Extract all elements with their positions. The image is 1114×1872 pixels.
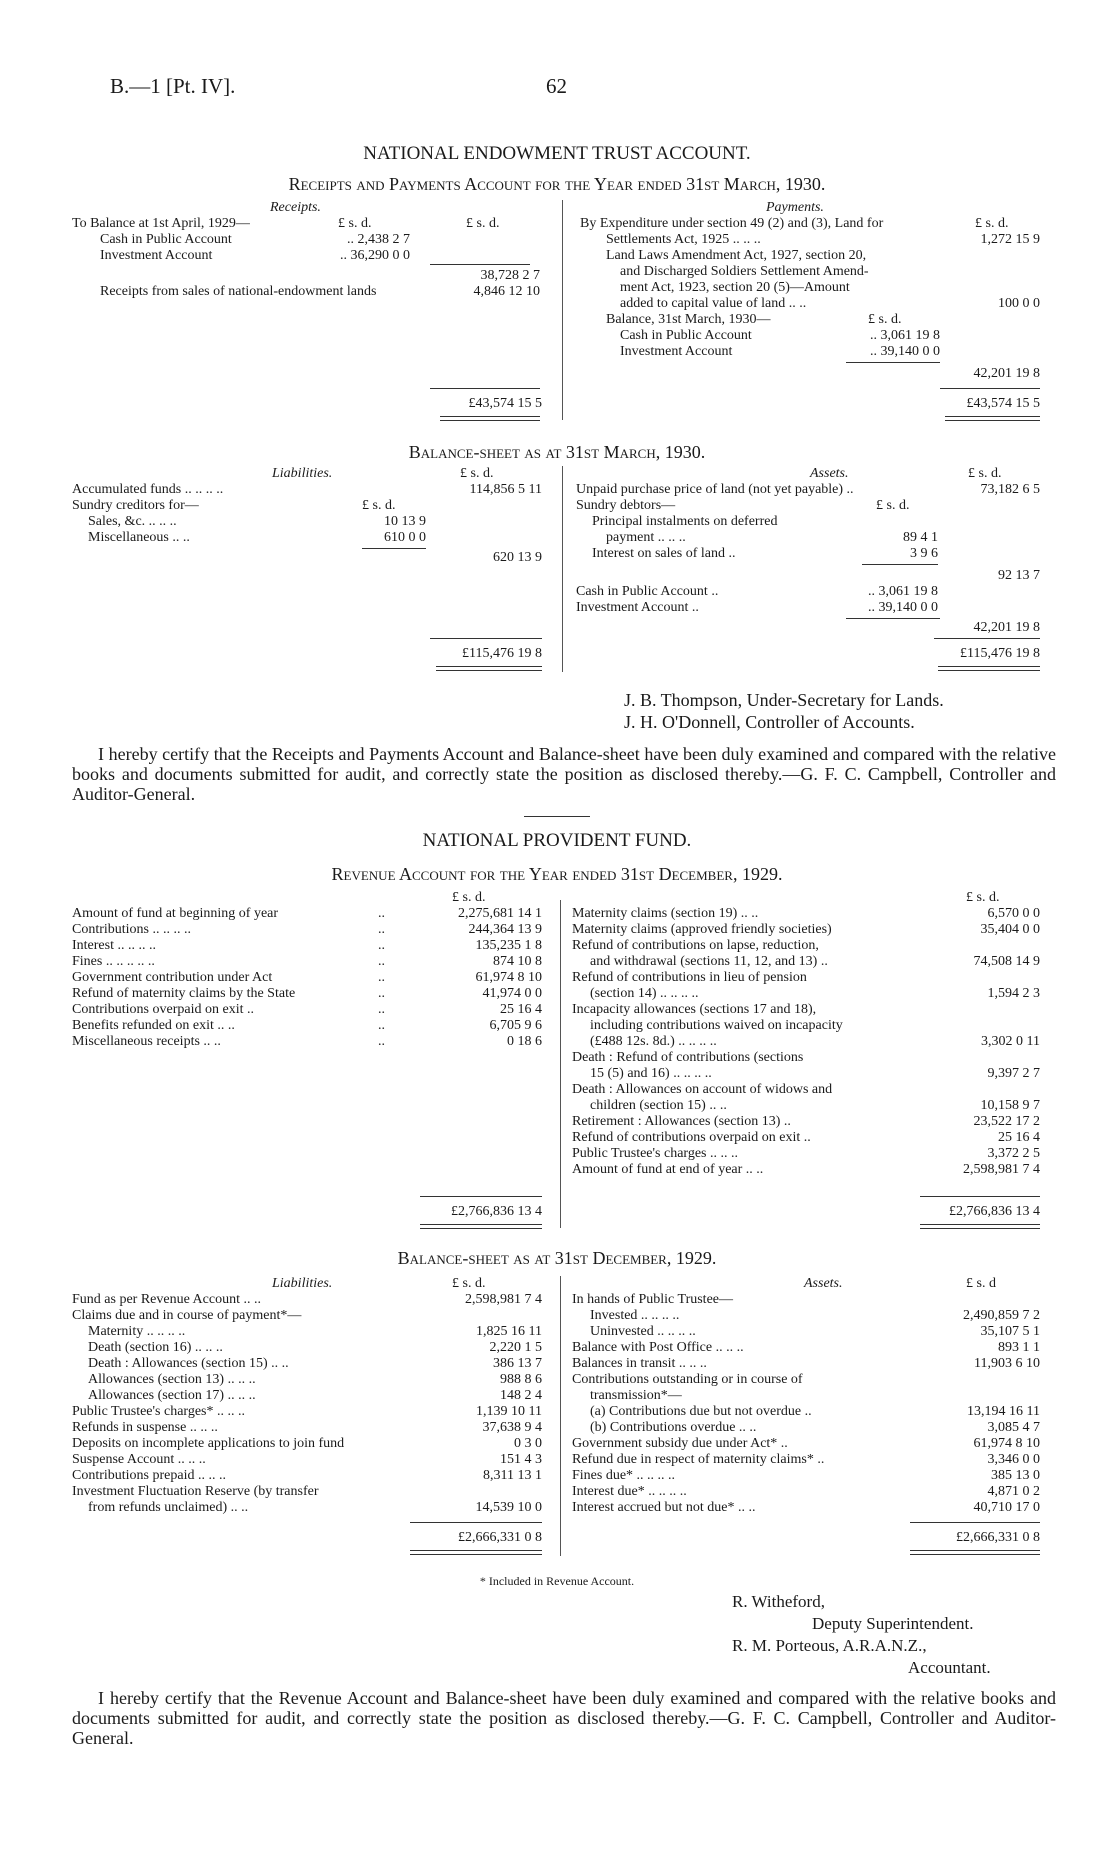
net-r2-amount: .. 2,438 2 7: [347, 232, 410, 247]
bs2-l1: Fund as per Revenue Account .. ..: [72, 1292, 261, 1307]
bs1-title: Balance-sheet as at 31st March, 1930.: [408, 442, 706, 462]
npf-income-leader: ..: [378, 1034, 385, 1049]
net-currency-right: £ s. d.: [975, 216, 1009, 231]
net-p6: added to capital value of land .. ..: [620, 296, 807, 311]
bs2-l8-amount: 1,139 10 11: [476, 1404, 542, 1419]
bs2-l4: Death (section 16) .. .. ..: [88, 1340, 223, 1355]
net-r5-amount: 4,846 12 10: [473, 284, 540, 299]
net-p6-amount: 100 0 0: [998, 296, 1040, 311]
bs1-liabilities-total: £115,476 19 8: [462, 646, 542, 661]
net-r3: Investment Account: [100, 248, 213, 263]
bs1-a8: Investment Account ..: [576, 600, 699, 615]
npf-right-total-rule: [920, 1196, 1040, 1197]
bs2-a-double-rule: [910, 1550, 1040, 1555]
bs2-l2: Claims due and in course of payment*—: [72, 1308, 302, 1323]
net-p7: Balance, 31st March, 1930—: [606, 312, 771, 327]
npf-income-amount: 135,235 1 8: [475, 938, 542, 953]
npf-income-leader: ..: [378, 970, 385, 985]
bs2-l8: Public Trustee's charges* .. .. ..: [72, 1404, 245, 1419]
npf-income-leader: ..: [378, 954, 385, 969]
npf-income-amount: 244,364 13 9: [468, 922, 542, 937]
npf-subtitle: Revenue Account for the Year ended 31st December, 1929.: [331, 864, 783, 884]
npf-income-leader: ..: [378, 1018, 385, 1033]
bs1-a-rule-2: [846, 618, 940, 619]
bs2-l4-amount: 2,220 1 5: [489, 1340, 542, 1355]
net-p8: Cash in Public Account: [620, 328, 752, 343]
net-p9: Investment Account: [620, 344, 733, 359]
bs2-liabilities-total: £2,666,331 0 8: [458, 1530, 542, 1545]
bs2-a11-amount: 3,346 0 0: [987, 1452, 1040, 1467]
bs1-l-total-rule: [430, 638, 542, 639]
page-reference: B.—1 [Pt. IV].: [110, 74, 236, 98]
npf-r16-amount: 3,372 2 5: [987, 1146, 1040, 1161]
npf-r17-amount: 2,598,981 7 4: [963, 1162, 1040, 1177]
bs2-title: Balance-sheet as at 31st December, 1929.: [397, 1248, 717, 1268]
bs1-assets-total: £115,476 19 8: [960, 646, 1040, 661]
net-r2: Cash in Public Account: [100, 232, 232, 247]
npf-r9: (£488 12s. 8d.) .. .. .. ..: [590, 1034, 717, 1049]
bs2-l14-amount: 14,539 10 0: [475, 1500, 542, 1515]
bs1-liabilities-heading: Liabilities.: [272, 466, 333, 481]
bs1-currency-right: £ s. d.: [968, 466, 1002, 481]
npf-income-amount: 874 10 8: [493, 954, 542, 969]
bs2-a10-amount: 61,974 8 10: [973, 1436, 1040, 1451]
npf-r4-amount: 74,508 14 9: [973, 954, 1040, 969]
bs2-a9: (b) Contributions overdue .. ..: [590, 1420, 757, 1435]
bs2-l11: Suspense Account .. .. ..: [72, 1452, 206, 1467]
bs2-l7-amount: 148 2 4: [500, 1388, 542, 1403]
bs2-a13: Interest due* .. .. .. ..: [572, 1484, 687, 1499]
bs1-a2-currency: £ s. d.: [876, 498, 910, 513]
bs1-l1-amount: 114,856 5 11: [469, 482, 542, 497]
bs2-a11: Refund due in respect of maternity claims* ..: [572, 1452, 825, 1467]
page-number: 62: [546, 74, 567, 98]
bs1-assets-heading: Assets.: [810, 466, 849, 481]
bs2-a8: (a) Contributions due but not overdue ..: [590, 1404, 812, 1419]
net-p8-amount: .. 3,061 19 8: [870, 328, 940, 343]
bs2-a13-amount: 4,871 0 2: [987, 1484, 1040, 1499]
net-p3: Land Laws Amendment Act, 1927, section 20,: [606, 248, 867, 263]
net-p-rule: [846, 362, 940, 363]
npf-r17: Amount of fund at end of year .. ..: [572, 1162, 764, 1177]
npf-r6-amount: 1,594 2 3: [987, 986, 1040, 1001]
npf-income-item: Amount of fund at beginning of year: [72, 906, 279, 921]
npf-r5: Refund of contributions in lieu of pension: [572, 970, 807, 985]
npf-r11-amount: 9,397 2 7: [987, 1066, 1040, 1081]
bs1-l3: Sales, &c. .. .. ..: [88, 514, 177, 529]
bs1-l2: Sundry creditors for—: [72, 498, 199, 513]
npf-r6: (section 14) .. .. .. ..: [590, 986, 699, 1001]
bs2-l1-amount: 2,598,981 7 4: [465, 1292, 542, 1307]
npf-r1: Maternity claims (section 19) .. ..: [572, 906, 759, 921]
bs2-assets-total: £2,666,331 0 8: [956, 1530, 1040, 1545]
npf-r7: Incapacity allowances (sections 17 and 18),: [572, 1002, 817, 1017]
signature-porteous: R. M. Porteous, A.R.A.N.Z.,: [732, 1636, 927, 1655]
bs2-l9-amount: 37,638 9 4: [482, 1420, 542, 1435]
bs1-a-rule: [862, 564, 938, 565]
npf-income-amount: 6,705 9 6: [489, 1018, 542, 1033]
npf-r4: and withdrawal (sections 11, 12, and 13) ..: [590, 954, 828, 969]
bs2-assets-heading: Assets.: [804, 1276, 843, 1291]
bs2-l-double-rule: [410, 1550, 542, 1555]
npf-right-double-rule: [920, 1224, 1040, 1229]
bs2-a14-amount: 40,710 17 0: [973, 1500, 1040, 1515]
bs2-l5-amount: 386 13 7: [493, 1356, 542, 1371]
bs1-a5: Interest on sales of land ..: [592, 546, 736, 561]
npf-income-leader: ..: [378, 922, 385, 937]
bs2-a4-amount: 893 1 1: [998, 1340, 1040, 1355]
bs1-l-rule: [362, 548, 426, 549]
bs1-l4-amount: 610 0 0: [384, 530, 426, 545]
bs1-a5-amount: 3 9 6: [910, 546, 938, 561]
bs1-divider: [562, 466, 563, 672]
net-r1: To Balance at 1st April, 1929—: [72, 216, 250, 231]
bs2-l6-amount: 988 8 6: [500, 1372, 542, 1387]
net-p7-currency: £ s. d.: [868, 312, 902, 327]
npf-income-item: Fines .. .. .. .. ..: [72, 954, 155, 969]
net-p4: and Discharged Soldiers Settlement Amend-: [620, 264, 869, 279]
npf-income-item: Government contribution under Act: [72, 970, 273, 985]
section-separator: [524, 816, 590, 817]
npf-currency-left: £ s. d.: [452, 890, 486, 905]
npf-income-amount: 25 16 4: [500, 1002, 542, 1017]
npf-income-leader: ..: [378, 938, 385, 953]
bs2-l7: Allowances (section 17) .. .. ..: [88, 1388, 256, 1403]
net-total-double-rule: [440, 416, 540, 421]
npf-left-double-rule: [420, 1224, 542, 1229]
bs1-a9-amount: 42,201 19 8: [973, 620, 1040, 635]
npf-income-total: £2,766,836 13 4: [451, 1204, 542, 1219]
bs2-a8-amount: 13,194 16 11: [967, 1404, 1040, 1419]
net-currency-left-1: £ s. d.: [338, 216, 372, 231]
bs1-a1: Unpaid purchase price of land (not yet payable) ..: [576, 482, 854, 497]
bs2-a6: Contributions outstanding or in course of: [572, 1372, 803, 1387]
bs1-a7-amount: .. 3,061 19 8: [868, 584, 938, 599]
bs2-l9: Refunds in suspense .. .. ..: [72, 1420, 218, 1435]
npf-income-item: Benefits refunded on exit .. ..: [72, 1018, 235, 1033]
bs2-a3-amount: 35,107 5 1: [980, 1324, 1040, 1339]
bs2-a14: Interest accrued but not due* .. ..: [572, 1500, 756, 1515]
net-title: NATIONAL ENDOWMENT TRUST ACCOUNT.: [363, 143, 751, 164]
bs1-a-double-rule: [938, 666, 1040, 671]
net-r4-amount: 38,728 2 7: [480, 268, 540, 283]
net-receipts-total: £43,574 15 5: [468, 396, 542, 411]
bs1-a4: payment .. .. ..: [606, 530, 686, 545]
npf-income-leader: ..: [378, 1002, 385, 1017]
receipts-heading: Receipts.: [270, 200, 321, 215]
bs1-l4: Miscellaneous .. ..: [88, 530, 190, 545]
bs2-l12: Contributions prepaid .. .. ..: [72, 1468, 226, 1483]
npf-r16: Public Trustee's charges .. .. ..: [572, 1146, 738, 1161]
npf-expenditure-total: £2,766,836 13 4: [949, 1204, 1040, 1219]
bs1-a4-amount: 89 4 1: [903, 530, 938, 545]
bs1-a2: Sundry debtors—: [576, 498, 676, 513]
npf-left-total-rule: [420, 1196, 542, 1197]
bs2-a12-amount: 385 13 0: [991, 1468, 1040, 1483]
net-p-total-rule: [940, 388, 1040, 389]
bs2-l12-amount: 8,311 13 1: [483, 1468, 542, 1483]
net-p-double-rule: [945, 416, 1040, 421]
bs2-currency-right: £ s. d: [966, 1276, 996, 1291]
bs2-l6: Allowances (section 13) .. .. ..: [88, 1372, 256, 1387]
npf-income-amount: 0 18 6: [507, 1034, 542, 1049]
npf-r1-amount: 6,570 0 0: [987, 906, 1040, 921]
npf-r2: Maternity claims (approved friendly societies): [572, 922, 832, 937]
net-p2: Settlements Act, 1925 .. .. ..: [606, 232, 761, 247]
bs1-l5-amount: 620 13 9: [493, 550, 542, 565]
net-p9-amount: .. 39,140 0 0: [870, 344, 940, 359]
net-payments-total: £43,574 15 5: [966, 396, 1040, 411]
bs2-a2: Invested .. .. .. ..: [590, 1308, 680, 1323]
bs1-a8-amount: .. 39,140 0 0: [868, 600, 938, 615]
signature-thompson: J. B. Thompson, Under-Secretary for Lands.: [624, 690, 944, 710]
net-r5: Receipts from sales of national-endowment lands: [100, 284, 377, 299]
bs2-a-total-rule: [910, 1522, 1040, 1523]
net-currency-left-2: £ s. d.: [466, 216, 500, 231]
npf-income-item: Refund of maternity claims by the State: [72, 986, 296, 1001]
npf-income-leader: ..: [378, 906, 385, 921]
bs1-a3: Principal instalments on deferred: [592, 514, 778, 529]
bs2-footnote: * Included in Revenue Account.: [479, 1574, 635, 1588]
npf-r15-amount: 25 16 4: [998, 1130, 1040, 1145]
npf-r14-amount: 23,522 17 2: [973, 1114, 1040, 1129]
bs2-liabilities-heading: Liabilities.: [272, 1276, 333, 1291]
bs2-l11-amount: 151 4 3: [500, 1452, 542, 1467]
bs2-a1: In hands of Public Trustee—: [572, 1292, 733, 1307]
net-divider: [562, 200, 563, 420]
bs1-l3-amount: 10 13 9: [384, 514, 426, 529]
net-subtitle: Receipts and Payments Account for the Year ended 31st March, 1930.: [288, 174, 826, 194]
certificate-1: I hereby certify that the Receipts and Payments Account and Balance-sheet have been duly examined and compared with the relative books and documents submitted for audit, and correctly state the position as disclosed thereby.—G. F. C. Campbell, Controller and Auditor-General.: [72, 744, 1056, 804]
bs2-a4: Balance with Post Office .. .. ..: [572, 1340, 744, 1355]
bs2-l3-amount: 1,825 16 11: [476, 1324, 542, 1339]
npf-r3: Refund of contributions on lapse, reduction,: [572, 938, 819, 953]
net-r3-amount: .. 36,290 0 0: [340, 248, 410, 263]
bs1-l-double-rule: [436, 666, 542, 671]
bs1-a6-amount: 92 13 7: [998, 568, 1040, 583]
bs2-l3: Maternity .. .. .. ..: [88, 1324, 186, 1339]
bs2-l10-amount: 0 3 0: [514, 1436, 542, 1451]
bs2-a9-amount: 3,085 4 7: [987, 1420, 1040, 1435]
npf-r14: Retirement : Allowances (section 13) ..: [572, 1114, 791, 1129]
bs2-l5: Death : Allowances (section 15) .. ..: [88, 1356, 289, 1371]
bs2-a5: Balances in transit .. .. ..: [572, 1356, 707, 1371]
npf-r15: Refund of contributions overpaid on exit ..: [572, 1130, 811, 1145]
npf-income-item: Contributions .. .. .. ..: [72, 922, 192, 937]
net-total-rule: [430, 388, 540, 389]
npf-income-amount: 61,974 8 10: [475, 970, 542, 985]
npf-income-amount: 2,275,681 14 1: [458, 906, 542, 921]
payments-heading: Payments.: [766, 200, 824, 215]
npf-r13-amount: 10,158 9 7: [980, 1098, 1040, 1113]
bs2-divider: [560, 1276, 561, 1556]
bs2-a7: transmission*—: [590, 1388, 682, 1403]
bs1-a7: Cash in Public Account ..: [576, 584, 719, 599]
bs2-l14: from refunds unclaimed) .. ..: [88, 1500, 249, 1515]
bs1-l2-currency: £ s. d.: [362, 498, 396, 513]
npf-income-item: Interest .. .. .. ..: [72, 938, 156, 953]
signature-witheford: R. Witheford,: [732, 1592, 825, 1611]
bs2-l-total-rule: [410, 1522, 542, 1523]
npf-income-leader: ..: [378, 986, 385, 1001]
bs2-a2-amount: 2,490,859 7 2: [963, 1308, 1040, 1323]
signature-porteous-title: Accountant.: [908, 1658, 991, 1677]
net-rule: [430, 264, 530, 265]
bs1-a1-amount: 73,182 6 5: [980, 482, 1040, 497]
npf-divider: [560, 900, 561, 1228]
bs2-currency-left: £ s. d.: [452, 1276, 486, 1291]
npf-r2-amount: 35,404 0 0: [980, 922, 1040, 937]
bs1-l1: Accumulated funds .. .. .. ..: [72, 482, 224, 497]
npf-currency-right: £ s. d.: [966, 890, 1000, 905]
bs1-a-total-rule: [934, 638, 1040, 639]
bs2-a12: Fines due* .. .. .. ..: [572, 1468, 676, 1483]
signature-odonnell: J. H. O'Donnell, Controller of Accounts.: [624, 712, 915, 732]
net-p1: By Expenditure under section 49 (2) and (3), Land for: [580, 216, 884, 231]
npf-r11: 15 (5) and 16) .. .. .. ..: [590, 1066, 712, 1081]
bs2-l13: Investment Fluctuation Reserve (by transfer: [72, 1484, 319, 1499]
npf-r12: Death : Allowances on account of widows and: [572, 1082, 833, 1097]
npf-r9-amount: 3,302 0 11: [981, 1034, 1040, 1049]
npf-income-item: Contributions overpaid on exit ..: [72, 1002, 254, 1017]
bs1-currency-left: £ s. d.: [460, 466, 494, 481]
net-p2-amount: 1,272 15 9: [980, 232, 1040, 247]
npf-title: NATIONAL PROVIDENT FUND.: [422, 830, 692, 851]
npf-income-item: Miscellaneous receipts .. ..: [72, 1034, 221, 1049]
net-p5: ment Act, 1923, section 20 (5)—Amount: [620, 280, 850, 295]
bs2-a10: Government subsidy due under Act* ..: [572, 1436, 788, 1451]
npf-r8: including contributions waived on incapacity: [590, 1018, 843, 1033]
npf-r10: Death : Refund of contributions (sections: [572, 1050, 804, 1065]
bs2-l10: Deposits on incomplete applications to join fund: [72, 1436, 345, 1451]
net-p10-amount: 42,201 19 8: [973, 366, 1040, 381]
bs2-a5-amount: 11,903 6 10: [974, 1356, 1040, 1371]
certificate-2: I hereby certify that the Revenue Account and Balance-sheet have been duly examined and compared with the relative books and documents submitted for audit, and correctly state the position as disclosed thereby.—G. F. C. Campbell, Controller and Auditor-General.: [72, 1688, 1056, 1748]
bs2-a3: Uninvested .. .. .. ..: [590, 1324, 696, 1339]
signature-witheford-title: Deputy Superintendent.: [812, 1614, 974, 1633]
npf-income-amount: 41,974 0 0: [482, 986, 542, 1001]
npf-r13: children (section 15) .. ..: [590, 1098, 727, 1113]
